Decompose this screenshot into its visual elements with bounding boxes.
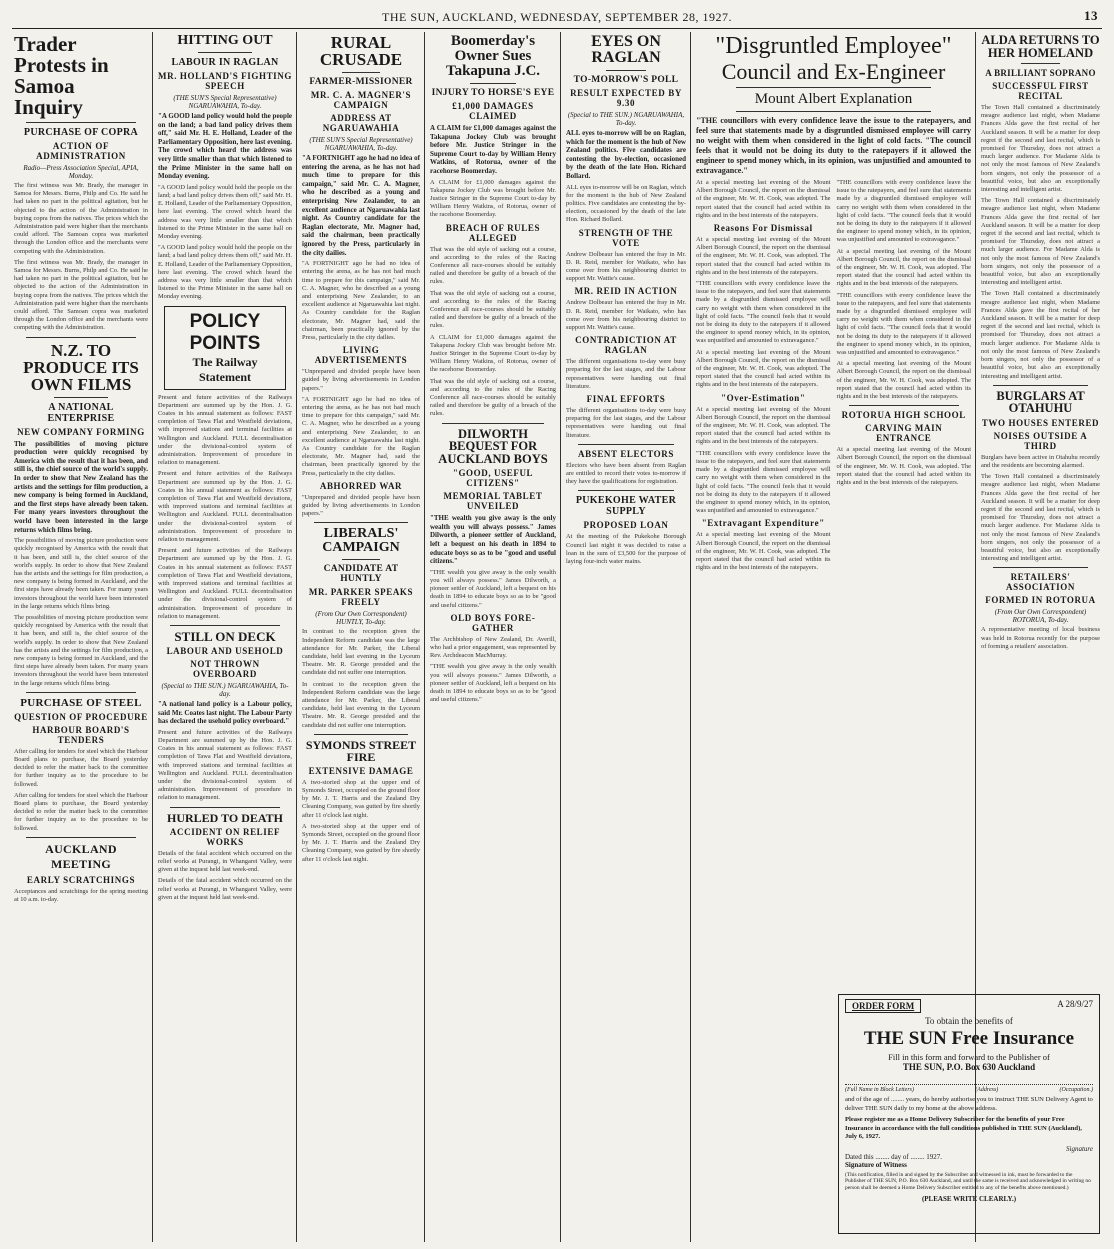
article-text: "A GOOD land policy would hold the people on the land; a bad land policy drives them off," said Mr. H. E. Holland, Leader of the Parliamentary Opposition, here last evening. The crowd which heard the address was very little smaller than that which listened to the Prime Minister in the same hall on Monday evening. [158,183,292,240]
subhead: TO-MORROW'S POLL [573,75,679,85]
article-text: A representative meeting of local business was held in Rotorua recently for the purpose of forming a retailers' association. [981,626,1100,650]
article-lead: "THE councillors with every confidence leave the issue to the ratepayers, and feel sure that statements made by a disgruntled dismissed employee will carry no weight with them when considered in the light of cold facts. "The council feels that it would not be doing its duty to the ratepayers if it allowed the engineer to spend money which, in its opinion, was unjustified and amounted to extravagance." [696,116,971,175]
article-lead: "THE wealth you give away is the only wealth you will always possess." James Dilworth, a pioneer settler of Auckland, left a bequest on his death in 1894 to educate boys so as to be "good and useful citizens." [430,514,556,566]
article-text: "THE wealth you give away is the only wealth you will always possess." James Dilworth, a pioneer settler of Auckland, left a bequest on his death in 1894 to educate boys so as to be "good and useful citizens." [430,663,556,704]
headline-hitting-out: HITTING OUT [177,33,273,48]
article-text: At a special meeting last evening of the Mount Albert Borough Council, the report on the dismissal of the engineer, Mr. W. H. Cook, was adopted. The report stated that the council had acted within its rights and in the best interests of the ratepayers. [696,179,831,219]
policy-points-title: POLICY POINTS [189,310,261,354]
subhead: EARLY SCRATCHINGS [26,874,136,885]
article-text: Details of the fatal accident which occurred on the relief works at Purangi, in Whangarei Valley, were given at the inquest held last week-end. [158,849,292,874]
headline-liberals-campaign: LIBERALS' CAMPAIGN [322,526,400,556]
subhead: PURCHASE OF COPRA [23,127,139,138]
dateline: (Special to THE SUN.) NGARUAWAHIA, To-day. [567,111,685,127]
headline-council: Council and Ex-Engineer [721,59,946,84]
article-text: "THE councillors with every confidence leave the issue to the ratepayers, and feel sure that statements made by a disgruntled dismissed employee will carry no weight with them when considered in the light of cold facts. "The council feels that it would not be doing its duty to the ratepayers if it allowed the engineer to spend money which, in its opinion, was unjustified and amounted to extravagance." [696,449,831,515]
article-text: A CLAIM for £1,000 damages against the Takapuna Jockey Club was brought before Mr. Justice Stringer in the Supreme Court to-day by William Henry Watkins, of Rotorua, owner of the racehorse Boomerday. [430,178,556,219]
dateline: (From Our Own Correspondent) HUNTLY, To-day. [315,610,407,627]
name-field[interactable] [845,1074,1093,1085]
headline-nz-films: N.Z. TO PRODUCE ITS OWN FILMS [23,340,139,394]
subhead: ROTORUA HIGH SCHOOL [841,410,966,421]
article-text: At a special meeting last evening of the Mount Albert Borough Council, the report on the dismissal of the engineer, Mr. W. H. Cook, was adopted. The report stated that the council had acted within its rights and in the best interests of the ratepayers. [836,247,971,288]
address-field-label: (Address) [975,1087,999,1093]
headline-dilworth: DILWORTH BEQUEST FOR AUCKLAND BOYS [438,426,548,466]
masthead-title: THE SUN, AUCKLAND, WEDNESDAY, SEPTEMBER 28, 1927. [382,9,732,24]
headline-rural-crusade: RURAL CRUSADE [319,33,403,69]
article-text: "THE councillors with every confidence leave the issue to the ratepayers, and feel sure that statements made by a disgruntled dismissed employee will carry no weight with them when considered in the light of cold facts. "The council feels that it would not be doing its duty to the ratepayers if it allowed the engineer to spend money which, in its opinion, was unjustified and amounted to extravagance." [836,179,971,244]
article-text: At a special meeting last evening of the Mount Albert Borough Council, the report on the dismissal of the engineer, Mr. W. H. Cook, was adopted. The report stated that the council had acted within its rights and in the best interests of the ratepayers. [696,348,831,389]
article-text: That was the old style of sacking out a course, and according to the rules of the Racing Conference all race-courses should be suitably railed and therefore be guilty of a breach of the rules. [430,377,556,418]
subhead: ADDRESS AT NGARUAWAHIA [322,113,400,133]
article-text: The possibilities of moving picture production were quickly recognised by America with the result that it has been, and still is, the chief source of the world's supply. In order to show that New Zealand has the artists and the settings for film production, a new company is being formed in Auckland, and the first steps have already been taken. For many years investors throughout the world have been interested in the large returns which films bring. [14,537,148,610]
article-text: In contrast to the reception given the Independent Reform candidate was the large attendance for Mr. Parker, the Liberal candidate, held last evening in the Lyceum Theatre. Mr. R. George presided and the candidate did not suffer one interruption. [302,628,420,677]
headline-hurled-to-death: HURLED TO DEATH [166,810,284,825]
article-text: Details of the fatal accident which occurred on the relief works at Purangi, in Whangarei Valley, were given at the inquest held last week-end. [158,877,292,901]
article-text: "A GOOD land policy would hold the people on the land; a bad land policy drives them off," said Mr. H. E. Holland, Leader of the Parliamentary Opposition, here last evening. The crowd which heard the address was very little smaller than that which listened to the Prime Minister in the same hall on Monday evening. [158,244,292,301]
subhead: RESULT EXPECTED BY 9.30 [570,88,682,108]
subhead: RETAILERS' ASSOCIATION [1006,572,1075,593]
subhead: NOT THROWN OVERBOARD [190,659,260,680]
dated-line: Dated this ........ day of ........ 1927. [845,1152,943,1161]
article-text: ALL eyes to-morrow will be on Raglan, which for the moment is the hub of New Zealand politics. Five candidates are contesting the by-election, occasioned by the death of the late Hon. Richard Bollard. [566,183,686,224]
subhead: HARBOUR BOARD'S TENDERS [32,724,130,745]
order-form-label: ORDER FORM [845,999,921,1013]
column-rule [296,32,297,1242]
subhead: ACTION OF ADMINISTRATION [36,141,126,161]
article-text: Acceptances and scratchings for the spring meeting at 10 a.m. to-day. [14,887,148,904]
subhead: ACCIDENT ON RELIEF WORKS [169,826,281,847]
subhead: STRENGTH OF THE VOTE [578,227,674,248]
masthead [12,6,1102,29]
article-text: "A FORTNIGHT ago he had no idea of entering the arena, as he has not had much time to prepare for this campaign," said Mr. C. A. Magner, who he described as a young and enterprising New Zealander, to an excellent audience at Ngaruawahia last night. As Country candidate for the Raglan electorate, Mr. Magner had, said the chairman, been practically ignored by the Press, particularly in the city dailies. [302,260,420,341]
subhead: LABOUR AND USEHOLD [166,646,284,657]
article-text: "THE councillors with every confidence leave the issue to the ratepayers, and feel sure that statements made by a disgruntled dismissed employee will carry no weight with them when considered in the light of cold facts. "The council feels that it would not be doing its duty to the ratepayers if it allowed the engineer to spend money which, in its opinion, was unjustified and amounted to extravagance." [836,291,971,357]
order-footer: (PLEASE WRITE CLEARLY.) [921,1194,1017,1203]
dateline: (THE SUN'S Special Representative) NGARUAWAHIA, To-day. [173,94,277,110]
subhead: MR. C. A. MAGNER'S CAMPAIGN [310,90,412,110]
article-text: At a special meeting last evening of the Mount Albert Borough Council, the report on the dismissal of the engineer, Mr. W. H. Cook, was adopted. The report stated that the council had acted within its rights and in the best interests of the ratepayers. [836,360,971,401]
subhead: £1,000 DAMAGES CLAIMED [452,101,534,121]
subhead: FINAL EFFORTS [586,394,666,405]
headline-steel: PURCHASE OF STEEL [20,696,142,709]
subhead: MR. PARKER SPEAKS FREELY [308,587,414,608]
article-text: The Archbishop of New Zealand, Dr. Averill, who had a prior engagement, was represented by Rev. Archdeacon MacMurray. [430,635,556,660]
article-text: Burglars have been active in Otahuhu recently and the residents are becoming alarmed. [981,453,1100,469]
name-field-label: (Full Name in Block Letters) [845,1087,914,1093]
subcolumn [837,179,972,575]
subhead: ABHORRED WAR [319,480,403,491]
order-form-code: A 28/9/27 [1057,999,1093,1009]
column-rule [560,32,561,1242]
column-1 [10,32,152,1242]
article-text: Present and future activities of the Railways Department are summed up by the Hon. J. G. Coates in his annual statement as follows: FAST completion of Tawa Flat and Westfield deviations, with improved stations and terminal facilities at Wellington and Auckland. FULL decentralisation under the divisional-control system of administration. Improvement of procedure in relation to management. [158,728,292,802]
headline-burglars: BURGLARS AT OTAHUHU [996,388,1085,416]
subhead: "GOOD, USEFUL CITIZENS" [452,468,534,489]
subhead: TWO HOUSES ENTERED [981,417,1100,428]
headline-eyes-on-raglan: EYES ON RAGLAN [591,33,661,66]
column-rule [690,32,691,1242]
subhead: CANDIDATE AT HUNTLY [323,564,399,585]
subhead: FARMER-MISSIONER [309,77,413,87]
subhead: SUCCESSFUL FIRST RECITAL [992,81,1089,101]
article-text: Andrew Dolbeaur has entered the fray in Mr. D. R. Reid, member for Waikato, who has come over from his neighbouring district to support Mr. Wattie's cause. [566,250,686,283]
subhead: MR. REID IN ACTION [574,286,678,297]
article-lead: A CLAIM for £1,000 damages against the Takapuna Jockey Club was brought before Mr. Justice Stringer in the Supreme Court to-day by William Henry Watkins, of Rotorua, owner of the racehorse Boomerday. [430,124,556,175]
order-clause: Please register me as a Home Delivery Subscriber for the benefits of your Free Insurance in accordance with the full conditions published in THE SUN (Auckland), July 6, 1927. [845,1116,1082,1140]
article-text: In contrast to the reception given the Independent Reform candidate was the large attendance for Mr. Parker, the Liberal candidate, held last evening in the Lyceum Theatre. Mr. R. George presided and the candidate did not suffer one interruption. [302,680,420,729]
article-lead: ALL eyes to-morrow will be on Raglan, which for the moment is the hub of New Zealand politics. Five candidates are contesting the by-election, occasioned by the death of the late Hon. Richard Bollard. [566,129,686,180]
article-text: A two-storied shop at the upper end of Symonds Street, occupied on the ground floor by Mr. J. T. Harris and the Zealand Dry Cleaning Company, was gutted by fire shortly after 11 o'clock last night. [302,822,420,863]
subhead: CARVING MAIN ENTRANCE [865,423,943,444]
column-rule [152,32,153,1242]
headline-pukekohe: PUKEKOHE WATER SUPPLY [575,495,677,518]
article-text: The different organisations to-day were busy preparing for the last stages, and the Labour representatives were handing out final literature. [566,358,686,390]
subhead: PROPOSED LOAN [583,520,669,531]
witness-label: Signature of Witness [845,1160,907,1169]
order-title: THE SUN Free Insurance [863,1028,1075,1049]
article-text: The first witness was Mr. Brady, the manager in Samoa for Messrs. Burns, Philp and Co. He said he had taken no part in the political agitation, but he objected to the action of the Administration in buying copra from the natives. The prices which the Administration paid were higher than the merchants could afford. The Samoan copra was marketed through the London office and the merchants were competing with the Administration. [14,258,148,332]
dateline: Radio—Press Association Special, APIA, Monday. [23,164,139,180]
subhead: CONTRADICTION AT RAGLAN [575,335,677,356]
article-text: The first witness was Mr. Brady, the manager in Samoa for Messrs. Burns, Philp and Co. He said he had taken no part in the political agitation, but he objected to the action of the Administration in buying copra from the natives. The prices which the Administration paid were higher than the merchants could afford. The Samoan copra was marketed through the London office and the merchants were competing with the Administration. [14,182,148,255]
article-text: A CLAIM for £1,000 damages against the Takapuna Jockey Club was brought before Mr. Justice Stringer in the Supreme Court to-day by William Henry Watkins, of Rotorua, owner of the racehorse Boomerday. [430,333,556,374]
subhead: NOISES OUTSIDE A THIRD [993,430,1088,451]
occupation-field-label: (Occupation.) [1059,1087,1093,1093]
subhead: A BRILLIANT SOPRANO [985,68,1096,78]
subhead: LIVING ADVERTISEMENTS [314,345,408,366]
article-text: At a special meeting last evening of the Mount Albert Borough Council, the report on the dismissal of the engineer, Mr. W. H. Cook, was adopted. The report stated that the council had acted within its rights and in the best interests of the ratepayers. [696,531,831,572]
article-text: At a special meeting last evening of the Mount Albert Borough Council, the report on the dismissal of the engineer, Mr. W. H. Cook, was adopted. The report stated that the council had acted within its rights and in the best interests of the ratepayers. [696,236,831,276]
article-text: Present and future activities of the Railways Department are summed up by the Hon. J. G. Coates in his annual statement as follows: FAST completion of Tawa Flat and Westfield deviations, with improved stations and terminal facilities at Wellington and Auckland. FULL decentralisation under the divisional-control system of administration. Improvement of procedure in relation to management. [158,547,292,620]
article-text: "Unprepared and divided people have been guided by living advertisements in London papers." [302,368,420,392]
article-text: "THE councillors with every confidence leave the issue to the ratepayers, and feel sure that statements made by a disgruntled dismissed employee will carry no weight with them when considered in the light of cold facts. "The council feels that it would not be doing its duty to the ratepayers if it allowed the engineer to spend money which, in its opinion, was unjustified and amounted to extravagance." [696,280,831,345]
signature-label: Signature [1066,1144,1093,1153]
article-text: Present and future activities of the Railways Department are summed up by the Hon. J. G. Coates in his annual statement as follows: FAST completion of Tawa Flat and Westfield deviations, with improved stations and terminal facilities at Wellington and Auckland. FULL decentralisation under the divisional-control system of administration. Improvement of procedure in relation to management. [158,393,292,467]
subhead: FORMED IN ROTORUA [985,595,1096,606]
column-5 [562,32,690,1242]
article-text: At a special meeting last evening of the Mount Albert Borough Council, the report on the dismissal of the engineer, Mr. W. H. Cook, was adopted. The report stated that the council had acted within its rights and in the best interests of the ratepayers. [696,405,831,446]
article-text: After calling for tenders for steel which the Harbour Board plans to purchase, the Board yesterday decided to refer the matter back to the committee for further inquiry as to the procedure to be followed. [14,791,148,832]
subhead: A NATIONAL ENTERPRISE [47,401,115,424]
page-number: 13 [1084,8,1098,23]
article-text: At the meeting of the Pukekohe Borough Council last night it was decided to raise a loan in the sum of £3,500 for the purpose of laying four-inch water mains. [566,533,686,566]
subhead: OLD BOYS FORE-GATHER [450,612,536,633]
article-text: The possibilities of moving picture production were quickly recognised by America with the result that it has been, and still is, the chief source of the world's supply. In order to show that New Zealand has the artists and the settings for film production, a new company is being formed in Auckland, and the first steps have already been taken. For many years investors throughout the world have been interested in the large returns which films bring. [14,614,148,687]
headline-still-on-deck: STILL ON DECK [174,629,276,645]
order-address: THE SUN, P.O. Box 630 Auckland [902,1062,1036,1072]
order-form [838,994,1100,1234]
headline-boomerday: Boomerday's Owner Sues Takapuna J.C. [445,33,541,79]
headline-trader-protests: Trader Protests in Samoa Inquiry [14,32,109,119]
article-text: Andrew Dolbeaur has entered the fray in Mr. D. R. Reid, member for Waikato, who has come over from his neighbouring district to support Mr. Wattie's cause. [566,299,686,331]
policy-points-box [164,306,286,390]
headline-disgruntled: "Disgruntled Employee" [715,33,952,59]
headline-auckland-meeting: AUCKLAND MEETING [45,841,117,871]
column-7 [977,32,1104,982]
article-text: The Town Hall contained a discriminately meagre audience last night, when Madame Frances Alda gave the first recital of her Auckland season. It will be a matter for deep regret if the second and last recital, which is promised for Thursday, does not attract a much larger audience. For Madame Alda is not only the most famous of New Zealand's born singers, not only the possessor of a beautiful voice, but also an exceptionally interesting and intelligent artist. [981,290,1100,380]
order-line: Fill in this form and forward to the Publisher of [888,1052,1050,1062]
subhead: MR. HOLLAND'S FIGHTING SPEECH [158,71,292,91]
article-lead: "A national land policy is a Labour policy, said Mr. Coates last night. The Labour Party has declared the usehold policy overboard." [158,700,292,726]
dateline: (Special to THE SUN.) NGARUAWAHIA, To-day. [161,682,289,699]
column-3 [298,32,424,1242]
headline-symonds-fire: SYMONDS STREET FIRE [305,737,417,764]
subhead: BREACH OF RULES ALLEGED [445,222,541,243]
subhead-mount-albert: Mount Albert Explanation [754,91,913,107]
subhead: LABOUR IN RAGLAN [171,57,279,68]
dateline: (THE SUN'S Special Representative) NGARUAWAHIA, To-day. [309,136,413,152]
policy-points-subtitle: The Railway Statement [192,354,258,384]
article-text: A two-storied shop at the upper end of Symonds Street, occupied on the ground floor by Mr. J. T. Harris and the Zealand Dry Cleaning Company, was gutted by fire shortly after 11 o'clock last night. [302,778,420,819]
article-text: "THE wealth you give away is the only wealth you will always possess." James Dilworth, a pioneer settler of Auckland, left a bequest on his death in 1894 to educate boys so as to be "good and useful citizens." [430,568,556,609]
subhead: INJURY TO HORSE'S EYE [431,88,555,98]
order-note: (This notification, filled in and signed by the Subscriber and witnessed in ink, must be forwarded to the Publisher of THE SUN, P.O. Box 630 Auckland, and until the same is received and acknowledged in writing no person shall be deemed a Home Delivery Subscriber entitled to any of the benefits above mentioned.) [845,1171,1091,1192]
subhead: NEW COMPANY FORMING [17,426,145,437]
article-text: After calling for tenders for steel which the Harbour Board plans to purchase, the Board yesterday decided to refer the matter back to the committee for further inquiry as to the procedure to be followed. [14,747,148,788]
subhead: EXTENSIVE DAMAGE [308,765,414,776]
article-text: That was the old style of sacking out a course, and according to the rules of the Racing Conference all race-courses should be suitably railed and therefore be guilty of a breach of the rules. [430,245,556,286]
headline-alda: ALDA RETURNS TO HER HOMELAND [981,33,1100,60]
article-text: The Town Hall contained a discriminately meagre audience last night, when Madame Frances Alda gave the first recital of her Auckland season. It will be a matter for deep regret if the second and last recital, which is promised for Thursday, does not attract a much larger audience. For Madame Alda is not only the most famous of New Zealand's born singers, not only the possessor of a beautiful voice, but also an exceptionally interesting and intelligent artist. [981,104,1100,194]
column-4 [426,32,560,1242]
article-lead: The possibilities of moving picture production were quickly recognised by America with the result that it has been, and still is, the chief source of the world's supply. In order to show that New Zealand has the artists and the settings for film production, a new company is being formed in Auckland, and the first steps have already been taken. For many years investors throughout the world have been interested in the large returns which films bring. [14,439,148,534]
column-rule [424,32,425,1242]
subcolumn [696,179,831,575]
subhead: "Extravagant Expenditure" [701,518,825,529]
subhead: "Over-Estimation" [721,392,806,403]
order-clause: and of the age of ........ years, do hereby authorise you to instruct THE SUN Delivery Agent to deliver THE SUN daily to my home at the above address. [845,1096,1093,1112]
column-2 [154,32,296,1242]
article-text: That was the old style of sacking out a course, and according to the rules of the Racing Conference all race-courses should be suitably railed and therefore be guilty of a breach of the rules. [430,289,556,330]
article-text: The Town Hall contained a discriminately meagre audience last night, when Madame Frances Alda gave the first recital of her Auckland season. It will be a matter for deep regret if the second and last recital, which is promised for Thursday, does not attract a much larger audience. For Madame Alda is not only the most famous of New Zealand's born singers, not only the possessor of a beautiful voice, but also an exceptionally interesting and intelligent artist. [981,197,1100,287]
article-lead: "A FORTNIGHT ago he had no idea of entering the arena, as he has not had much time to prepare for this campaign," said Mr. C. A. Magner, who he described as a young and enterprising New Zealander, to an excellent audience at Ngaruawahia last night. As Country candidate for the Raglan electorate, Mr. Magner had, said the chairman, been practically ignored by the Press, particularly in the city dailies. [302,154,420,257]
order-line: To obtain the benefits of [925,1016,1013,1026]
subhead: QUESTION OF PROCEDURE [14,711,148,722]
article-text: "Unprepared and divided people have been guided by living advertisements in London papers." [302,493,420,518]
article-text: At a special meeting last evening of the Mount Albert Borough Council, the report on the dismissal of the engineer, Mr. W. H. Cook, was adopted. The report stated that the council had acted within its rights and in the best interests of the ratepayers. [836,446,971,487]
article-lead: "A GOOD land policy would hold the people on the land; a bad land policy drives them off," said Mr. H. E. Holland, Leader of the Parliamentary Opposition, here last evening. The crowd which heard the address was very little smaller than that which listened to the Prime Minister in the same hall on Monday evening. [158,112,292,181]
subhead: Reasons For Dismissal [713,223,813,234]
article-text: Electors who have been absent from Raglan are entitled to record their votes to-morrow if they have the qualifications for registration. [566,461,686,486]
article-text: The Town Hall contained a discriminately meagre audience last night, when Madame Frances Alda gave the first recital of her Auckland season. It will be a matter for deep regret if the second and last recital, which is promised for Thursday, does not attract a much larger audience. For Madame Alda is not only the most famous of New Zealand's born singers, not only the possessor of a beautiful voice, but also an exceptionally interesting and intelligent artist. [981,473,1100,563]
column-6 [692,32,975,992]
article-text: Present and future activities of the Railways Department are summed up by the Hon. J. G. Coates in his annual statement as follows: FAST completion of Tawa Flat and Westfield deviations, with improved stations and terminal facilities at Wellington and Auckland. FULL decentralisation under the divisional-control system of administration. Improvement of procedure in relation to management. [158,470,292,544]
article-text: The different organisations to-day were busy preparing for the last stages, and the Labour representatives were handing out final literature. [566,407,686,439]
article-text: "A FORTNIGHT ago he had no idea of entering the arena, as he has not had much time to prepare for this campaign," said Mr. C. A. Magner, who he described as a young and enterprising New Zealander, to an excellent audience at Ngaruawahia last night. As Country candidate for the Raglan electorate, Mr. Magner had, said the chairman, been practically ignored by the Press, particularly in the city dailies. [302,395,420,477]
subhead: MEMORIAL TABLET UNVEILED [443,491,543,512]
dateline: (From Our Own Correspondent) ROTORUA, To-day. [994,608,1087,625]
subhead: ABSENT ELECTORS [578,448,674,459]
